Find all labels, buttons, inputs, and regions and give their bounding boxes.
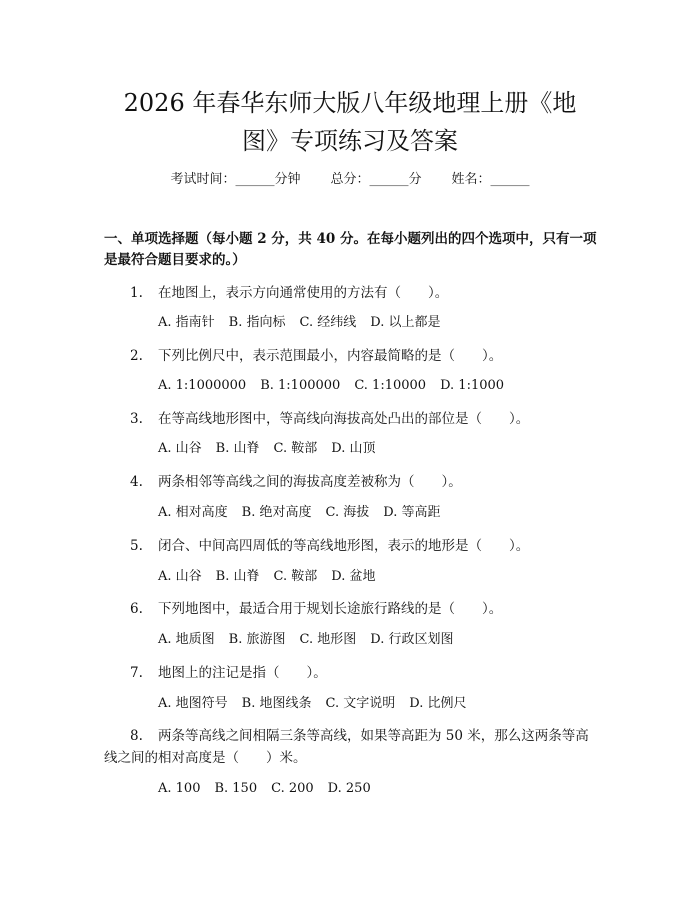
option-d: D. 比例尺 <box>409 696 467 711</box>
question-6-options <box>158 630 467 650</box>
option-b: B. 150 <box>214 781 258 796</box>
option-c: C. 鞍部 <box>273 569 318 584</box>
question-1 <box>130 282 600 304</box>
question-text: 下列比例尺中，表示范围最小，内容最简略的是（ ）。 <box>158 348 503 364</box>
option-a: A. 地质图 <box>158 632 215 647</box>
option-d: D. 盆地 <box>331 569 376 584</box>
option-c: C. 200 <box>271 781 314 796</box>
question-number: 5. <box>130 538 143 554</box>
option-a: A. 山谷 <box>158 441 202 456</box>
question-number: 8. <box>130 728 143 744</box>
option-b: B. 指向标 <box>228 315 286 330</box>
question-3-options <box>158 439 389 459</box>
question-number: 4. <box>130 474 143 490</box>
question-number: 6. <box>130 601 143 617</box>
question-text: 地图上的注记是指（ ）。 <box>158 665 327 681</box>
option-d: D. 等高距 <box>383 505 441 520</box>
title-line-1: 2026 年春华东师大版八年级地理上册《地 <box>123 89 577 117</box>
option-c: C. 鞍部 <box>273 441 318 456</box>
question-4 <box>130 471 600 493</box>
option-b: B. 1:100000 <box>260 378 341 393</box>
option-c: C. 经纬线 <box>299 315 357 330</box>
option-b: B. 地图线条 <box>241 696 312 711</box>
title-line-2: 图》专项练习及答案 <box>242 127 458 155</box>
option-d: D. 行政区划图 <box>370 632 454 647</box>
option-d: D. 1:1000 <box>440 378 505 393</box>
question-text: 两条相邻等高线之间的海拔高度差被称为（ ）。 <box>158 474 462 490</box>
question-number: 7. <box>130 665 143 681</box>
option-b: B. 山脊 <box>215 569 260 584</box>
question-number: 2. <box>130 348 143 364</box>
section-heading: 一、单项选择题（每小题 2 分，共 40 分。在每小题列出的四个选项中，只有一项是最符合题目要求的。） <box>104 231 597 268</box>
option-b: B. 山脊 <box>215 441 260 456</box>
exam-time: 考试时间：______分钟 <box>170 172 301 187</box>
page-title <box>60 84 640 160</box>
question-2-options <box>158 376 518 396</box>
question-text: 两条等高线之间相隔三条等高线，如果等高距为 50 米，那么这两条等高线之间的相对高度是（ ）米。 <box>104 728 589 766</box>
question-number: 1. <box>130 285 143 301</box>
question-5 <box>130 535 600 557</box>
question-7-options <box>158 694 480 714</box>
question-1-options <box>158 313 454 333</box>
option-a: A. 相对高度 <box>158 505 228 520</box>
question-8 <box>104 725 600 769</box>
option-c: C. 文字说明 <box>325 696 396 711</box>
exam-meta <box>0 168 700 187</box>
question-text: 在等高线地形图中，等高线向海拔高处凸出的部位是（ ）。 <box>158 411 530 427</box>
question-6 <box>130 598 600 620</box>
option-a: A. 指南针 <box>158 315 215 330</box>
question-4-options <box>158 503 454 523</box>
option-c: C. 地形图 <box>299 632 357 647</box>
option-b: B. 旅游图 <box>228 632 286 647</box>
question-8-options <box>158 779 385 799</box>
question-2 <box>130 345 600 367</box>
option-a: A. 1:1000000 <box>158 378 247 393</box>
option-c: C. 海拔 <box>325 505 370 520</box>
question-text: 在地图上，表示方向通常使用的方法有（ ）。 <box>158 285 449 301</box>
option-c: C. 1:10000 <box>354 378 427 393</box>
question-text: 闭合、中间高四周低的等高线地形图，表示的地形是（ ）。 <box>158 538 530 554</box>
student-name: 姓名：______ <box>451 172 530 187</box>
question-7 <box>130 662 600 684</box>
option-d: D. 山顶 <box>331 441 376 456</box>
option-b: B. 绝对高度 <box>241 505 312 520</box>
question-number: 3. <box>130 411 143 427</box>
total-score: 总分：______分 <box>330 172 422 187</box>
option-d: D. 250 <box>327 781 371 796</box>
option-a: A. 地图符号 <box>158 696 228 711</box>
question-3 <box>130 408 600 430</box>
question-5-options <box>158 567 389 587</box>
question-text: 下列地图中，最适合用于规划长途旅行路线的是（ ）。 <box>158 601 503 617</box>
option-a: A. 山谷 <box>158 569 202 584</box>
option-d: D. 以上都是 <box>370 315 441 330</box>
option-a: A. 100 <box>158 781 201 796</box>
